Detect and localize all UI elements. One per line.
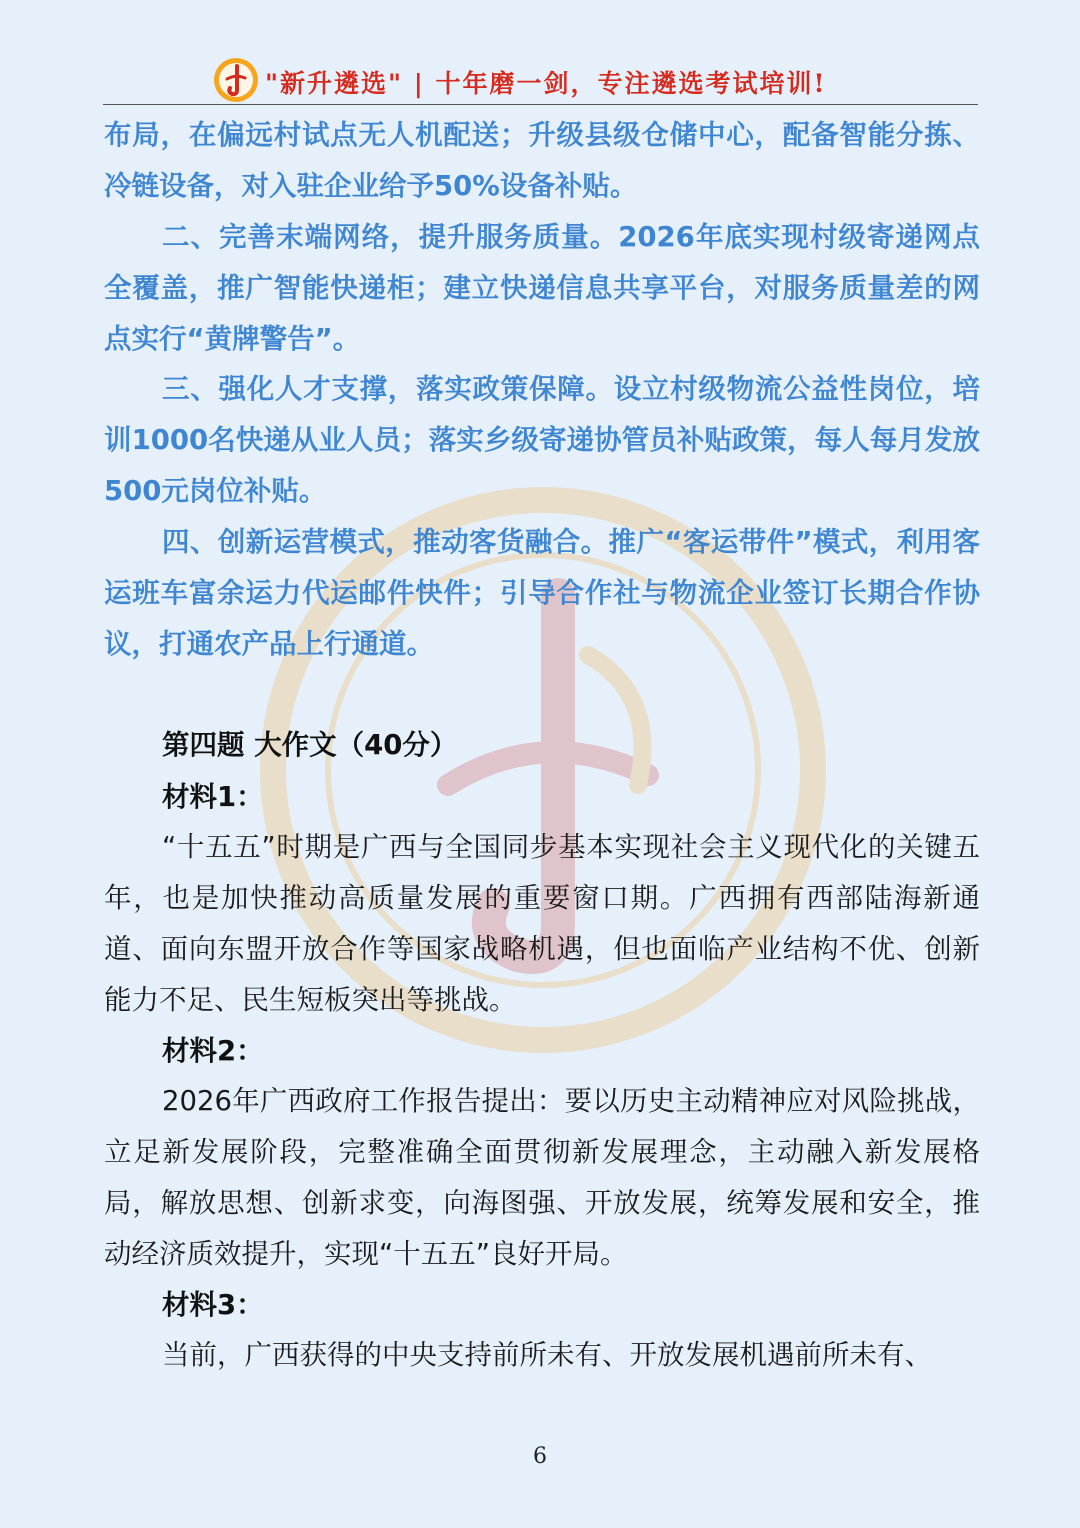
material-3-label: 材料3： (162, 1289, 264, 1321)
page-number: 6 (533, 1444, 547, 1469)
material-2-text: 2026年广西政府工作报告提出：要以历史主动精神应对风险挑战，立足新发展阶段，完整准确全面贯彻新发展理念，主动融入新发展格局，解放思想、创新求变，向海图强、开放发展，统筹发展和安全，推动经济质效提升，实现“十五五”良好开局。 (104, 1085, 980, 1270)
material-2-label: 材料2： (162, 1035, 264, 1067)
material-1-label: 材料1： (162, 781, 264, 813)
header-slogan: "新升遴选" | 十年磨一剑，专注遴选考试培训! (265, 69, 827, 98)
answer-paragraph-continued: 布局，在偏远村试点无人机配送；升级县级仓储中心，配备智能分拣、冷链设备，对入驻企业给予50%设备补贴。 (104, 119, 980, 202)
answer-paragraph-three: 三、强化人才支撑，落实政策保障。设立村级物流公益性岗位，培训1000名快递从业人员；落实乡级寄递协管员补贴政策，每人每月发放500元岗位补贴。 (104, 373, 980, 507)
material-1-text: “十五五”时期是广西与全国同步基本实现社会主义现代化的关键五年，也是加快推动高质量发展的重要窗口期。广西拥有西部陆海新通道、面向东盟开放合作等国家战略机遇，但也面临产业结构不优、创新能力不足、民生短板突出等挑战。 (104, 831, 980, 1016)
material-3-text: 当前，广西获得的中央支持前所未有、开放发展机遇前所未有、 (162, 1339, 932, 1371)
answer-paragraph-four: 四、创新运营模式，推动客货融合。推广“客运带件”模式，利用客运班车富余运力代运邮件快件；引导合作社与物流企业签订长期合作协议，打通农产品上行通道。 (104, 526, 980, 660)
xinsheng-logo-icon (213, 57, 259, 103)
page-header (103, 54, 978, 105)
answer-paragraph-two: 二、完善末端网络，提升服务质量。2026年底实现村级寄递网点全覆盖，推广智能快递柜；建立快递信息共享平台，对服务质量差的网点实行“黄牌警告”。 (104, 221, 980, 355)
section-title: 第四题 大作文（40分） (162, 729, 458, 761)
